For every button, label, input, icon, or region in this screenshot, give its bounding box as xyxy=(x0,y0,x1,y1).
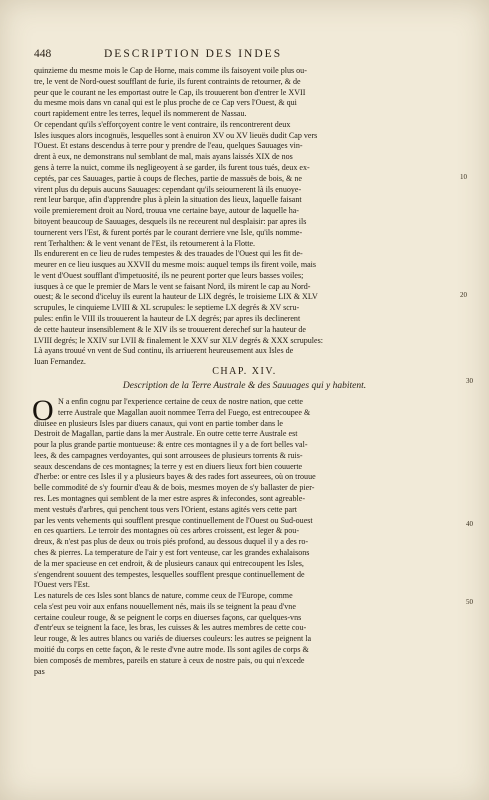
text-line: terre Australe que Magallan auoit nommee Terra del Fuego, est entrecoupee & xyxy=(58,407,311,417)
margin-line-number: 50 xyxy=(466,598,473,606)
text-line: par les vents vehements qui soufflent presque continuellement de l'Ouest ou Sud-ouest xyxy=(34,515,313,525)
text-line: Or cependant qu'ils s'efforçoyent contre le vent contraire, ils rencontrerent deux xyxy=(34,119,291,129)
text-line: quinzieme du mesme mois le Cap de Horne, mais comme ils faisoyent voile plus ou- xyxy=(34,66,307,75)
text-line: LVIII degrés; le XXIV sur LVII & finalement le XXV sur XLV degrés & XXX scrupules: xyxy=(34,335,323,345)
drop-cap: O xyxy=(32,394,54,427)
text-line: ment vestuës d'arbres, qui penchent tous vers l'Orient, estans agités vers cette part xyxy=(34,504,298,514)
text-line: ches & pierres. La temperature de l'air y est fort venteuse, car les grandes exhalaisons xyxy=(34,547,310,557)
text-line: dreux, & n'est pas plus de deux ou trois piés profond, au dessous duquel il y a des ro- xyxy=(34,537,309,547)
text-line: seaux descendans de ces montagnes; la terre y est en diuers lieux fort bien couuerte xyxy=(34,461,303,471)
margin-line-number: 30 xyxy=(466,377,473,385)
text-line: l'Ouest vers l'Est. xyxy=(34,580,90,590)
text-line: court rapidement entre les terres, lequel ils nommerent de Nassau. xyxy=(34,109,247,119)
text-line: drent à eux, ne demonstrans nul semblant de mal, mais ayans laissés XIX de nos xyxy=(34,152,293,162)
chapter-heading: CHAP. XIV. xyxy=(212,366,277,377)
text-line: tre, le vent de Nord-ouest soufflant de furie, ils furent contraints de retourner, & de xyxy=(34,76,301,86)
page-number: 448 xyxy=(34,48,52,60)
text-line: Là ayans trouué vn vent de Sud continu, ils arriuerent heureusement aux Isles de xyxy=(34,346,294,356)
text-line: diuisee en plusieurs Isles par diuers canaux, qui vont en partie tomber dans le xyxy=(34,418,283,428)
margin-line-number: 10 xyxy=(460,173,467,181)
text-line: scrupules, le cinquieme LVIII & XL scrupules: le septieme LX degrés & XV scru- xyxy=(34,303,300,313)
text-line: cela s'est peu voir aux enfans nouuellement nés, mais ils se teignent la peau d'vne xyxy=(34,601,296,611)
text-line: l'Ouest. Et estans descendus à terre pour y prendre de l'eau, quelques Sauuages vin- xyxy=(34,141,303,151)
text-line: lees, & des campagnes verdoyantes, qui sont arrousees de plusieurs torrents & ruis- xyxy=(34,450,303,460)
text-line: belle commodité de s'y fournir d'eau & de bois, mesmes moyen de s'y ballaster de pier- xyxy=(34,483,315,493)
text-line: gens à terre la nuict, comme ils negligeoyent à se garder, ils furent tous tués, deux ex- xyxy=(34,163,310,173)
text-line: iusques à ce que le premier de Mars le vent se faisant Nord, ils mirent le cap au Nord- xyxy=(34,281,311,291)
text-line: Isles iusques alors incognuës, lesquelles sont à enuiron XV ou XV lieuës dudit Cap vers xyxy=(34,130,318,140)
margin-line-number: 40 xyxy=(466,520,473,528)
text-block-main xyxy=(34,66,454,368)
text-line: ceptés, par ces Sauuages, partie à coups de fleches, partie de massuës de bois, & ne xyxy=(34,173,302,183)
text-line: Iuan Fernandez. xyxy=(34,357,86,367)
text-line: rent Terhalthen: & le vent venant de l'Est, ils retournerent à la Flotte. xyxy=(34,238,256,248)
text-line: pour la plus grande partie montueuse: & entre ces montagnes il y a de fort belles val- xyxy=(34,440,308,450)
text-line: N a enfin cognu par l'experience certaine de ceux de nostre nation, que cette xyxy=(58,397,303,406)
running-title: DESCRIPTION DES INDES xyxy=(104,48,283,60)
text-line: leur rouge, & les autres blancs ou variés de diuerses couleurs: les autres se peignent la xyxy=(34,634,312,644)
text-line: d'herbe: or entre ces Isles il y a plusieurs bayes & des rades fort asseurees, où on trouue xyxy=(34,472,316,482)
text-line: voile premierement droit au Nord, trouua vne certaine baye, autour de laquelle ha- xyxy=(34,206,299,216)
text-line: tournerent vers l'Est, & furent portés par le courant derriere vne Isle, qu'ils nomme- xyxy=(34,227,303,237)
text-block-chapter xyxy=(32,394,454,677)
text-line: meurer en ce lieu iusques au XXVII du mesme mois: auquel temps ils firent voile, mais xyxy=(34,260,317,270)
text-line: res. Les montagnes qui semblent de la mer estre aspres & infecondes, sont agreable- xyxy=(34,494,306,504)
text-line: d'entr'eux se teignent la face, les bras, les cuisses & les autres membres de cette cou- xyxy=(34,623,307,633)
text-line: Ils endurerent en ce lieu de rudes tempestes & des trauades de l'Ouest qui les fit de- xyxy=(34,249,303,259)
text-line: du mesme mois dans vn canal qui est le plus proche de ce Cap vers l'Ouest, & qui xyxy=(34,98,297,108)
text-line: bien composés de membres, pareils en stature à ceux de nostre pais, ou qui n'excede xyxy=(34,655,305,665)
chapter-subtitle: Description de la Terre Australe & des Sauuages qui y habitent. xyxy=(122,381,367,391)
text-line: ouest; & le second d'iceluy ils eurent la hauteur de LIX degrés, le troisieme LIX & XLV xyxy=(34,292,318,302)
text-line: s'engendrent souuent des tempestes, lesquelles soufflent presque continuellement de xyxy=(34,569,305,579)
text-line: Les naturels de ces Isles sont blancs de nature, comme ceux de l'Europe, comme xyxy=(34,591,293,601)
text-line: virent plus du depuis aucuns Sauuages: cependant qu'ils seiournerent là ils enuoye- xyxy=(34,184,302,194)
text-line: le vent d'Ouest soufflant d'impetuosité, ils ne peurent porter que leurs basses voiles; xyxy=(34,270,304,280)
margin-line-number: 20 xyxy=(460,291,467,299)
text-line: en ces quartiers. Le terroir des montagnes où ces arbres croissent, est leger & pou- xyxy=(34,526,300,536)
text-line: de cette hauteur insensiblement & le XIV ils se trouuerent derechef sur la hauteur de xyxy=(34,324,307,334)
text-line: bitoyent beaucoup de Sauuages, desquels ils ne receurent nul desplaisir: par apres ils xyxy=(34,216,307,226)
text-line: de la mer spacieuse en cet endroit, & de plusieurs canaux qui entrecoupent les Isles, xyxy=(34,558,304,568)
text-line: pules: enfin le VIII ils trouuerent la hauteur de LX degrés; par apres ils declinerent xyxy=(34,313,301,323)
text-line: moitié du corps en cette façon, & le reste d'vne autre mode. Ils sont agiles de corps & xyxy=(34,644,309,654)
text-line: rent leur barque, afin d'apprendre plus à plein la situation des lieux, laquelle faisant xyxy=(34,195,302,205)
page-header xyxy=(34,48,459,64)
text-line: pas xyxy=(34,666,45,676)
text-line: peur que le courant ne les emportast outre le Cap, ils trouuerent bon d'entrer le XVII xyxy=(34,87,306,97)
text-line: Destroit de Magallan, partie dans la mer Australe. En outre cette terre Australe est xyxy=(34,429,298,439)
text-line: certaine couleur rouge, & se peignent le corps en diuerses façons, car quelques-vns xyxy=(34,612,302,622)
